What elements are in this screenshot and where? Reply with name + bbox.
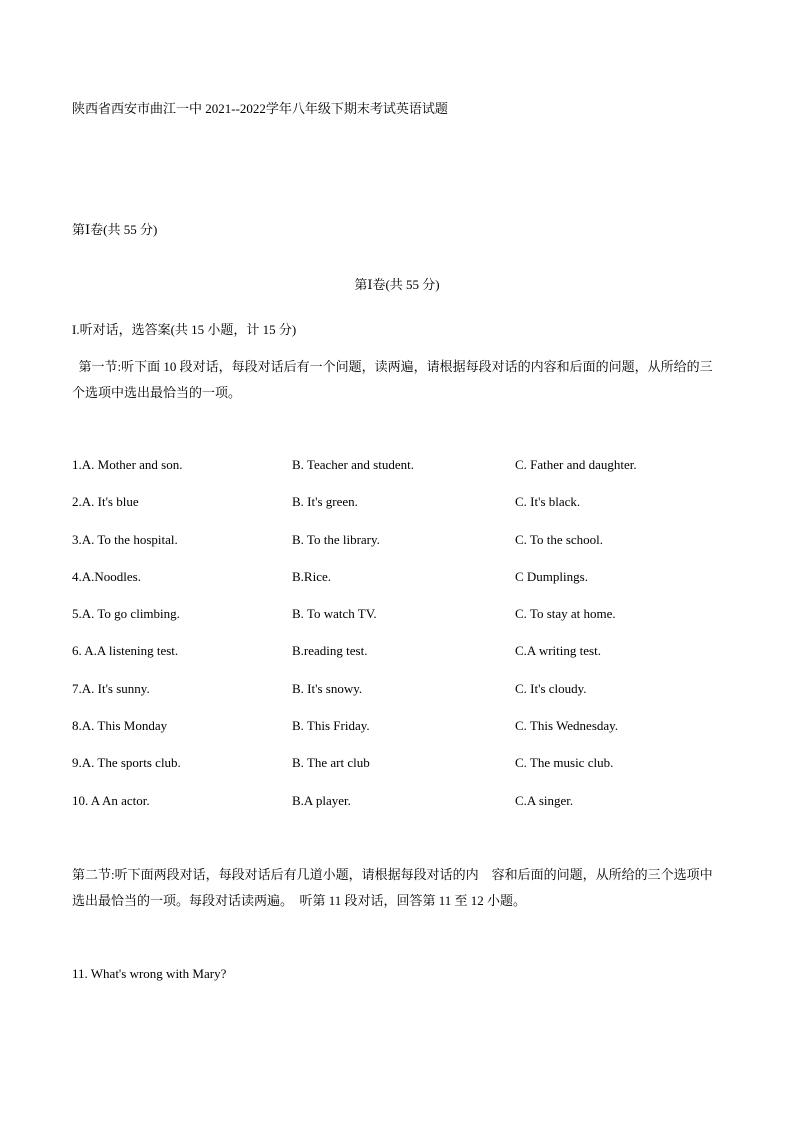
option-c: C Dumplings. [515,568,588,584]
section2-instructions: 第二节:听下面两段对话，每段对话后有几道小题，请根据每段对话的内 容和后面的问题，从所给的三个选项中选出最恰当的一项。每段对话读两遍。 听第 11 段对话，回答第 11 至 12 小题。 [72,867,713,908]
question-row-6 [72,643,724,680]
section-heading: I.听对话，选答案(共 15 小题，计 15 分) [72,322,297,337]
question-row-5 [72,606,724,643]
option-c: C. To stay at home. [515,606,616,622]
question-row-3 [72,532,724,569]
option-a: 2.A. It's blue [72,494,139,510]
question-row-9 [72,755,724,792]
option-b: B. To watch TV. [292,606,377,622]
part-heading: 第Ⅰ卷(共 55 分) [354,277,440,292]
option-b: B. It's green. [292,494,358,510]
question-11-prompt: 11. What's wrong with Mary? [72,966,227,981]
option-c: C. This Wednesday. [515,718,619,734]
option-c: C. The music club. [515,755,614,771]
option-b: B.Rice. [292,568,331,584]
question-row-1 [72,457,724,494]
option-b: B. Teacher and student. [292,457,414,472]
question-row-10 [72,793,724,830]
question-row-2 [72,494,724,531]
listening-options-list [72,457,724,830]
option-a: 3.A. To the hospital. [72,531,178,547]
part-label: 第Ⅰ卷(共 55 分) [72,222,158,237]
document-title: 陕西省西安市曲江一中 2021--2022学年八年级下期末考试英语试题 [72,101,448,116]
option-a: 6. A.A listening test. [72,643,179,659]
option-c: C.A writing test. [515,643,601,659]
option-a: 7.A. It's sunny. [72,680,150,696]
question-row-4 [72,569,724,606]
option-b: B. The art club [292,755,370,771]
option-c: C. Father and daughter. [515,457,637,472]
option-a: 10. A An actor. [72,792,150,808]
question-row-8 [72,718,724,755]
option-b: B. It's snowy. [292,680,363,696]
option-c: C. To the school. [515,531,604,547]
option-c: C. It's cloudy. [515,680,587,696]
question-row-7 [72,681,724,718]
option-a: 4.A.Noodles. [72,568,141,584]
option-c: C.A singer. [515,792,574,808]
option-a: 9.A. The sports club. [72,755,181,771]
section1-instructions: 第一节:听下面 10 段对话，每段对话后有一个问题，读两遍，请根据每段对话的内容和后面的问题，从所给的三个选项中选出最恰当的一项。 [72,359,713,400]
option-a: 8.A. This Monday [72,718,168,734]
option-b: B. To the library. [292,531,380,547]
option-b: B.A player. [292,792,351,808]
option-b: B.reading test. [292,643,368,659]
option-c: C. It's black. [515,494,581,510]
option-b: B. This Friday. [292,718,370,734]
option-a: 5.A. To go climbing. [72,606,180,622]
option-a: 1.A. Mother and son. [72,457,183,472]
